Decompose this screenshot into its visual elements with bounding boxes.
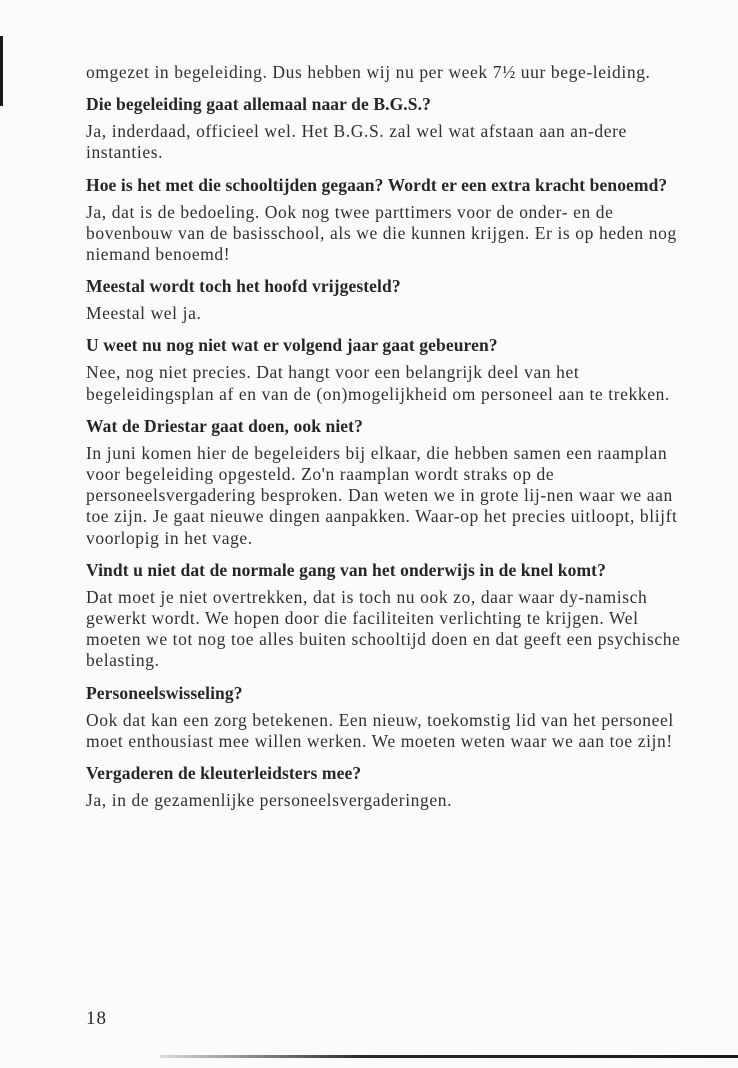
question-2: Hoe is het met die schooltijden gegaan? Wordt er een extra kracht benoemd? — [86, 174, 668, 195]
answer-1: Ja, inderdaad, officieel wel. Het B.G.S. zal wel wat afstaan aan an-dere instanties. — [86, 121, 627, 163]
question-4: U weet nu nog niet wat er volgend jaar gaat gebeuren? — [86, 335, 498, 356]
question-7: Personeelswisseling? — [86, 682, 243, 703]
answer-6: Dat moet je niet overtrekken, dat is toch nu ook zo, daar waar dy-namisch gewerkt wordt. We hopen door die faciliteiten verlichting te krijgen. Wel moeten we tot nog toe alles buiten schooltijd doen en dat geeft een psychische belasting. — [86, 586, 681, 671]
question-8: Vergaderen de kleuterleidsters mee? — [86, 763, 362, 784]
answer-2: Ja, dat is de bedoeling. Ook nog twee parttimers voor de onder- en de bovenbouw van de basisschool, als we die kunnen krijgen. Er is op heden nog niemand benoemd! — [86, 201, 677, 265]
intro-paragraph: omgezet in begeleiding. Dus hebben wij nu per week 7½ uur bege-leiding. — [86, 62, 651, 82]
page-body — [86, 62, 692, 811]
question-6: Vindt u niet dat de normale gang van het onderwijs in de knel komt? — [86, 559, 606, 580]
answer-7: Ook dat kan een zorg betekenen. Een nieuw, toekomstig lid van het personeel moet enthousiast mee willen werken. We moeten weten waar we aan toe zijn! — [86, 709, 674, 751]
answer-5: In juni komen hier de begeleiders bij elkaar, die hebben samen een raamplan voor begeleiding opgesteld. Zo'n raamplan wordt straks op de personeelsvergadering besproken. Dan weten we in grote lij-nen waar we aan toe zijn. Je gaat nieuwe dingen aanpakken. Waar-op het precies uitloopt, blijft voorlopig in het vage. — [86, 442, 678, 548]
page-number: 18 — [86, 1008, 107, 1029]
answer-4: Nee, nog niet precies. Dat hangt voor een belangrijk deel van het begeleidingsplan af en van de (on)mogelijkheid om personeel aan te trekken. — [86, 362, 670, 404]
bottom-scan-rule — [160, 1055, 738, 1058]
question-5: Wat de Driestar gaat doen, ook niet? — [86, 415, 363, 436]
answer-3: Meestal wel ja. — [86, 303, 202, 324]
page-binding-edge — [0, 36, 3, 106]
question-3: Meestal wordt toch het hoofd vrijgesteld? — [86, 276, 401, 297]
answer-8: Ja, in de gezamenlijke personeelsvergaderingen. — [86, 790, 453, 811]
question-1: Die begeleiding gaat allemaal naar de B.G.S.? — [86, 94, 431, 115]
